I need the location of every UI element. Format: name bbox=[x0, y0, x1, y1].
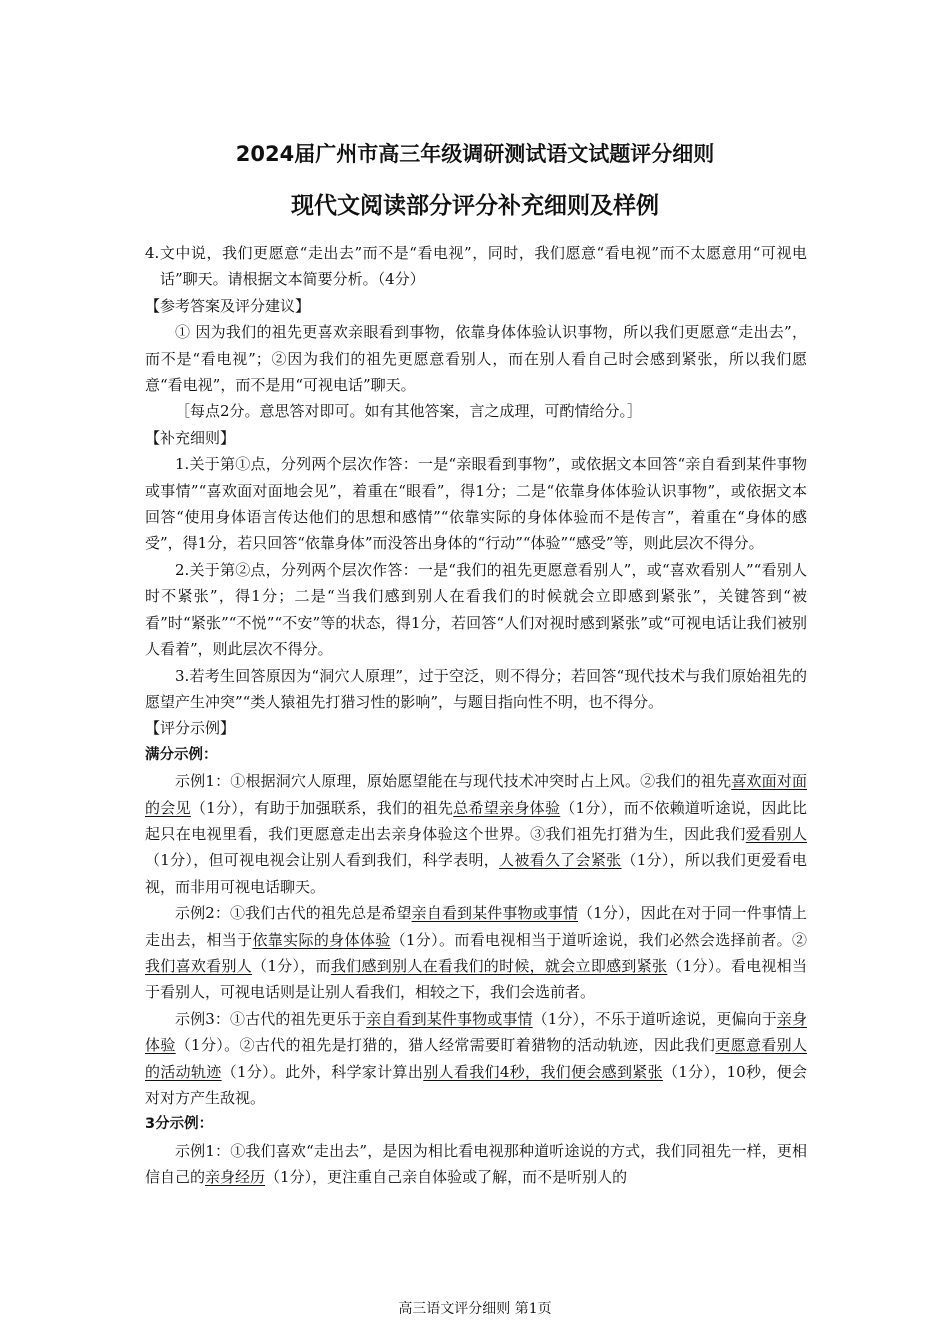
three-score-heading: 3分示例： bbox=[145, 1116, 214, 1133]
scored-phrase: 别人看我们4秒，我们便会感到紧张 bbox=[423, 1062, 663, 1081]
scored-phrase: 我们感到别人在看我们的时候，就会立即感到紧张 bbox=[330, 956, 668, 975]
scored-phrase: 亲身经历 bbox=[205, 1168, 266, 1187]
reference-note: ［每点2分。意思答对即可。如有其他答案，言之成理，可酌情给分。］ bbox=[175, 402, 643, 421]
scored-phrase: 爱看别人 bbox=[745, 824, 807, 843]
full-score-example-2: 示例2：①我们古代的祖先总是希望亲自看到某件事物或事情（1分），因此在对于同一件事情上走出去，相当于依靠实际的身体体验（1分）。而看电视相当于道听途说，我们必然会选择前者。②我们喜欢看别人（1分），而我们感到别人在看我们的时候，就会立即感到紧张（1分）。看电视相当于看别人，可视电话则是让别人看我们，相较之下，我们会选前者。 bbox=[145, 904, 807, 1002]
scored-phrase: 我们喜欢看别人 bbox=[145, 956, 253, 975]
reference-heading: 【参考答案及评分建议】 bbox=[145, 296, 311, 315]
document-subtitle: 现代文阅读部分评分补充细则及样例 bbox=[291, 193, 659, 219]
scored-phrase: 总希望亲身体验 bbox=[453, 798, 561, 817]
full-score-example-3: 示例3：①古代的祖先更乐于亲自看到某件事物或事情（1分），不乐于道听途说，更偏向于亲身体验（1分）。②古代的祖先是打猎的，猎人经常需要盯着猎物的活动轨迹，因此我们更愿意看别人的活动轨迹（1分）。此外，科学家计算出别人看我们4秒，我们便会感到紧张（1分），10秒，便会对对方产生敌视。 bbox=[145, 1009, 808, 1107]
scored-phrase: 依靠实际的身体体验 bbox=[252, 930, 391, 949]
supplement-rule-1: 1.关于第①点，分列两个层次作答：一是“亲眼看到事物”，或依据文本回答“亲自看到某件事物或事情”“喜欢面对面地会见”，着重在“眼看”，得1分；二是“依靠身体体验认识事物”，或依据文本回答“使用身体语言传达他们的思想和感情”“依靠实际的身体体验而不是传言”，着重在“身体的感受”，得1分，若只回答“依靠身体”而没答出身体的“行动”“体验”“感受”等，则此层次不得分。 bbox=[145, 455, 807, 553]
full-score-example-1: 示例1：①根据洞穴人原理，原始愿望能在与现代技术冲突时占上风。②我们的祖先喜欢面对面的会见（1分），有助于加强联系，我们的祖先总希望亲身体验（1分），而不依赖道听途说，因此比起只在电视里看，我们更愿意走出去亲身体验这个世界。③我们祖先打猎为生，因此我们爱看别人（1分），但可视电视会让别人看到我们，科学表明，人被看久了会紧张（1分），所以我们更爱看电视，而非用可视电话聊天。 bbox=[145, 772, 807, 896]
scored-phrase: 更愿意看别人的活动轨迹 bbox=[145, 1036, 807, 1081]
supplement-rule-3: 3.若考生回答原因为“洞穴人原理”，过于空泛，则不得分；若回答“现代技术与我们原始祖先的愿望产生冲突”“类人猿祖先打猎习性的影响”，与题目指向性不明，也不得分。 bbox=[145, 666, 807, 711]
scored-phrase: 亲身体验 bbox=[145, 1009, 807, 1055]
document-title: 2024届广州市高三年级调研测试语文试题评分细则 bbox=[235, 142, 715, 166]
scored-phrase: 亲自看到某件事物或事情 bbox=[366, 1009, 533, 1028]
page-footer: 高三语文评分细则 第1页 bbox=[398, 1301, 552, 1317]
scored-phrase: 亲自看到某件事物或事情 bbox=[411, 904, 579, 923]
question-text: 4.文中说，我们更愿意“走出去”而不是“看电视”，同时，我们愿意“看电视”而不太愿意用“可视电话”聊天。请根据文本简要分析。（4分） bbox=[145, 244, 807, 289]
full-score-heading: 满分示例： bbox=[145, 746, 218, 763]
reference-answer: ① 因为我们的祖先更喜欢亲眼看到事物，依靠身体体验认识事物，所以我们更愿意“走出去”，而不是“看电视”；②因为我们的祖先更愿意看别人，而在别人看自己时会感到紧张，所以我们愿意“看电视”，而不是用“可视电话”聊天。 bbox=[145, 323, 807, 395]
supplement-rule-2: 2.关于第②点，分列两个层次作答：一是“我们的祖先更愿意看别人”，或“喜欢看别人”“看别人时不紧张”，得1分；二是“当我们感到别人在看我们的时候就会立即感到紧张”，关键答到“被看”时“紧张”“不悦”“不安”等的状态，得1分，若回答“人们对视时感到紧张”或“可视电话让我们被别人看着”，则此层次不得分。 bbox=[145, 560, 807, 659]
three-score-example-1: 示例1：①我们喜欢“走出去”，是因为相比看电视那种道听途说的方式，我们同祖先一样，更相信自己的亲身经历（1分），更注重自己亲自体验或了解，而不是听别人的 bbox=[145, 1141, 807, 1187]
supplement-heading: 【补充细则】 bbox=[145, 428, 236, 447]
samples-heading: 【评分示例】 bbox=[145, 719, 236, 738]
scored-phrase: 人被看久了会紧张 bbox=[499, 851, 622, 870]
document-body bbox=[145, 240, 807, 1191]
scored-phrase: 喜欢面对面的会见 bbox=[145, 772, 807, 817]
